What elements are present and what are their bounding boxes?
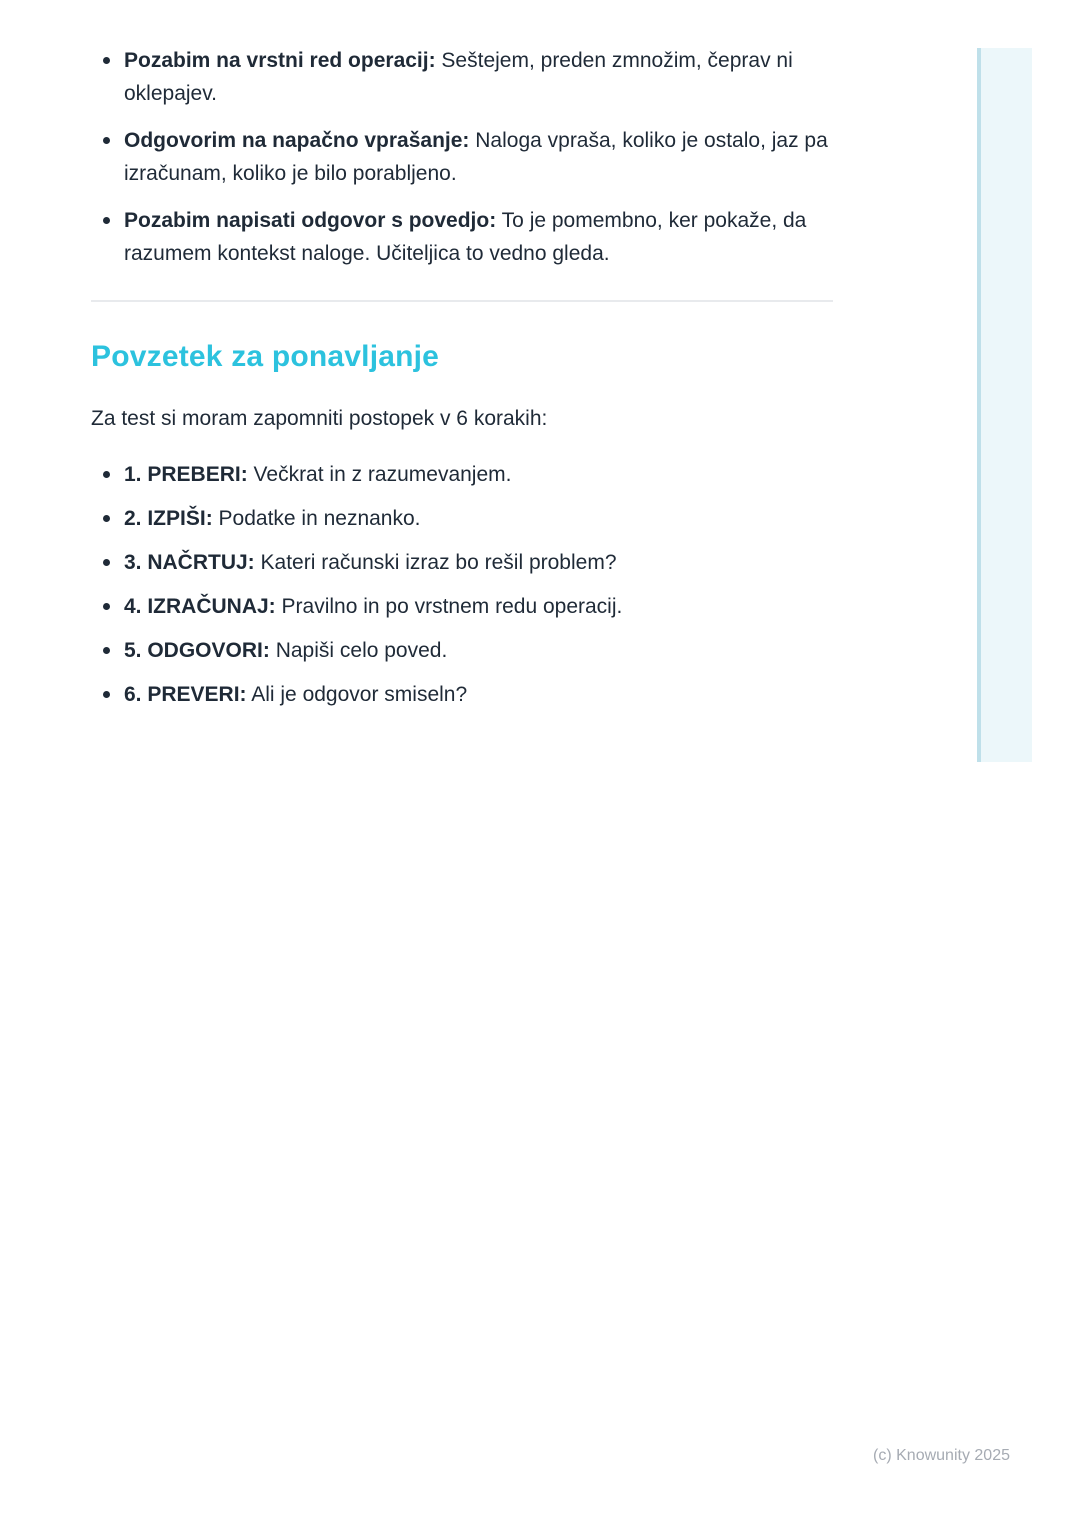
list-item: [124, 678, 833, 711]
section-heading: Povzetek za ponavljanje: [91, 340, 440, 373]
intro-paragraph: Za test si moram zapomniti postopek v 6 korakih:: [91, 407, 548, 430]
step-label: 3. NAČRTUJ:: [124, 551, 255, 574]
mistakes-list: [91, 44, 833, 270]
section-divider: [91, 300, 833, 302]
step-text: Pravilno in po vrstnem redu operacij.: [275, 595, 623, 618]
list-item-text: To je pomembno, ker pokaže, da razumem kontekst naloge. Učiteljica to vedno gleda.: [124, 209, 807, 265]
list-item: [124, 44, 833, 110]
list-item: [124, 590, 833, 623]
list-item: [124, 204, 833, 270]
list-item-lead: Pozabim napisati odgovor s povedjo:: [124, 209, 497, 232]
steps-list: [91, 458, 833, 711]
list-item-text: Naloga vpraša, koliko je ostalo, jaz pa izračunam, koliko je bilo porabljeno.: [124, 129, 828, 185]
step-label: 4. IZRAČUNAJ:: [124, 595, 276, 618]
list-item-lead: Odgovorim na napačno vprašanje:: [124, 129, 470, 152]
copyright-footer: (c) Knowunity 2025: [873, 1447, 1010, 1464]
step-text: Podatke in neznanko.: [212, 507, 421, 530]
list-item: [124, 458, 833, 491]
step-text: Kateri računski izraz bo rešil problem?: [254, 551, 617, 574]
step-text: Večkrat in z razumevanjem.: [247, 463, 512, 486]
step-label: 2. IZPIŠI:: [124, 507, 213, 530]
list-item: [124, 634, 833, 667]
list-item: [124, 546, 833, 579]
step-text: Napiši celo poved.: [269, 639, 448, 662]
list-item: [124, 124, 833, 190]
page-edge-strip: [977, 48, 1032, 762]
list-item: [124, 502, 833, 535]
step-label: 6. PREVERI:: [124, 683, 247, 706]
list-item-text: Seštejem, preden zmnožim, čeprav ni oklepajev.: [124, 49, 793, 105]
step-text: Ali je odgovor smiseln?: [246, 683, 468, 706]
step-label: 5. ODGOVORI:: [124, 639, 270, 662]
list-item-lead: Pozabim na vrstni red operacij:: [124, 49, 436, 72]
document-content: [91, 44, 833, 722]
step-label: 1. PREBERI:: [124, 463, 248, 486]
